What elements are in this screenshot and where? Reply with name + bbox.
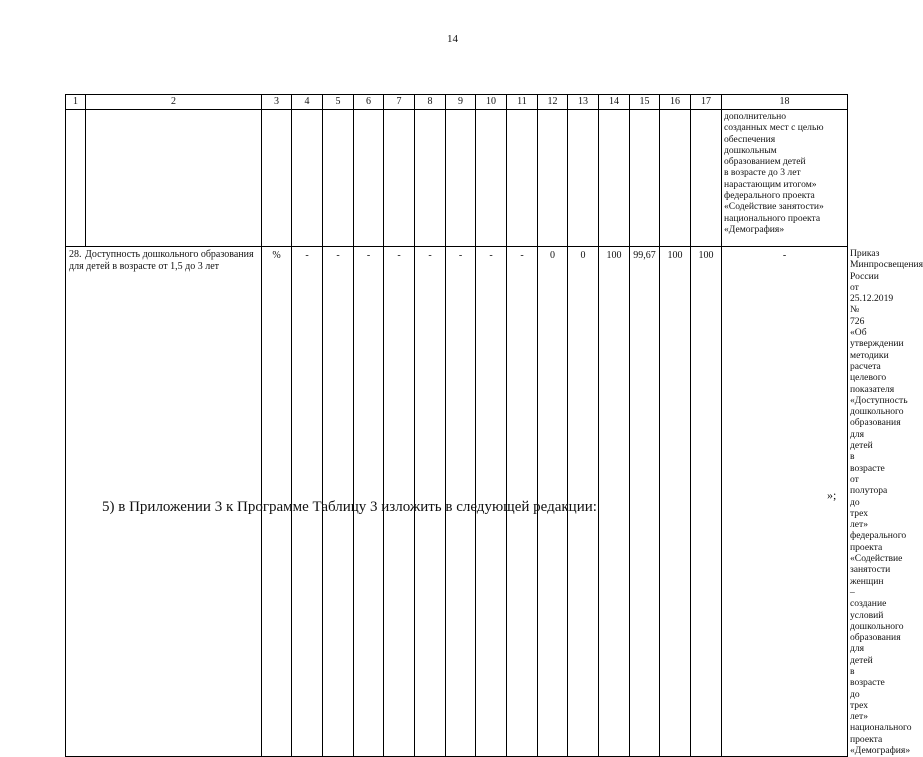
header-cell: 18 bbox=[722, 95, 848, 110]
table-cell bbox=[415, 110, 446, 247]
header-cell: 4 bbox=[292, 95, 323, 110]
value-cell: 0 bbox=[538, 247, 568, 757]
table-cell bbox=[262, 110, 292, 247]
header-cell: 13 bbox=[568, 95, 599, 110]
table-cell bbox=[323, 110, 354, 247]
header-cell: 1 bbox=[66, 95, 86, 110]
header-cell: 3 bbox=[262, 95, 292, 110]
instruction-text: 5) в Приложении 3 к Программе Таблицу 3 изложить в следующей редакции: bbox=[102, 499, 597, 515]
value-cell: - bbox=[384, 247, 415, 757]
indicator-name: Доступность дошкольного образования для детей в возрасте от 1,5 до 3 лет bbox=[69, 249, 254, 272]
table-cell bbox=[66, 110, 86, 247]
value-cell: - bbox=[292, 247, 323, 757]
header-cell: 11 bbox=[507, 95, 538, 110]
value-cell: - bbox=[354, 247, 384, 757]
table-cell bbox=[292, 110, 323, 247]
header-row bbox=[66, 95, 848, 110]
value-cell: 100 bbox=[660, 247, 691, 757]
value-cell: - bbox=[476, 247, 507, 757]
table-row-28: 28. Доступность дошкольного образования для детей в возрасте от 1,5 до 3 лет % - - - - - - - - 0 0 100 99,67 100 100 - Приказ Минпросвещения России от 25.12.2019 № 726 «Об утверждении методики расчета целевого показателя «Доступность дошкольного образования для детей в возрасте от полутора до трех лет» федерального проекта «Содействие занятости женщин – создание условий дошкольного образования для детей в возрасте до трех лет» национального проекта «Демография» bbox=[66, 247, 848, 757]
page-number: 14 bbox=[447, 33, 458, 45]
table-row-continuation bbox=[66, 110, 848, 247]
closing-quote: »; bbox=[827, 488, 837, 502]
table-cell bbox=[446, 110, 476, 247]
header-cell: 14 bbox=[599, 95, 630, 110]
table-cell bbox=[568, 110, 599, 247]
table-cell bbox=[660, 110, 691, 247]
header-cell: 10 bbox=[476, 95, 507, 110]
table-cell bbox=[691, 110, 722, 247]
table-cell bbox=[86, 110, 262, 247]
header-cell: 2 bbox=[86, 95, 262, 110]
header-cell: 17 bbox=[691, 95, 722, 110]
header-cell: 12 bbox=[538, 95, 568, 110]
header-cell: 15 bbox=[630, 95, 660, 110]
header-cell: 5 bbox=[323, 95, 354, 110]
table-cell bbox=[384, 110, 415, 247]
value-cell: - bbox=[415, 247, 446, 757]
header-cell: 8 bbox=[415, 95, 446, 110]
source-document-cell: дополнительно созданных мест с целью обеспечения дошкольным образованием детей в возрасте до 3 лет нарастающим итогом» федерального проекта «Содействие занятости» национального проекта «Демография» bbox=[722, 110, 848, 247]
table-cell bbox=[476, 110, 507, 247]
header-cell: 6 bbox=[354, 95, 384, 110]
header-cell: 7 bbox=[384, 95, 415, 110]
table-cell bbox=[507, 110, 538, 247]
value-cell: - bbox=[323, 247, 354, 757]
value-cell: - bbox=[507, 247, 538, 757]
unit-cell: % bbox=[262, 247, 292, 757]
value-cell: - bbox=[446, 247, 476, 757]
value-cell: - bbox=[722, 247, 848, 757]
header-cell: 16 bbox=[660, 95, 691, 110]
value-cell: 100 bbox=[691, 247, 722, 757]
table-cell bbox=[538, 110, 568, 247]
table-cell bbox=[599, 110, 630, 247]
indicators-table bbox=[65, 94, 923, 757]
value-cell: 99,67 bbox=[630, 247, 660, 757]
value-cell: 100 bbox=[599, 247, 630, 757]
header-cell: 9 bbox=[446, 95, 476, 110]
table-cell bbox=[354, 110, 384, 247]
table-cell bbox=[630, 110, 660, 247]
row-number: 28. bbox=[69, 249, 82, 260]
value-cell: 0 bbox=[568, 247, 599, 757]
